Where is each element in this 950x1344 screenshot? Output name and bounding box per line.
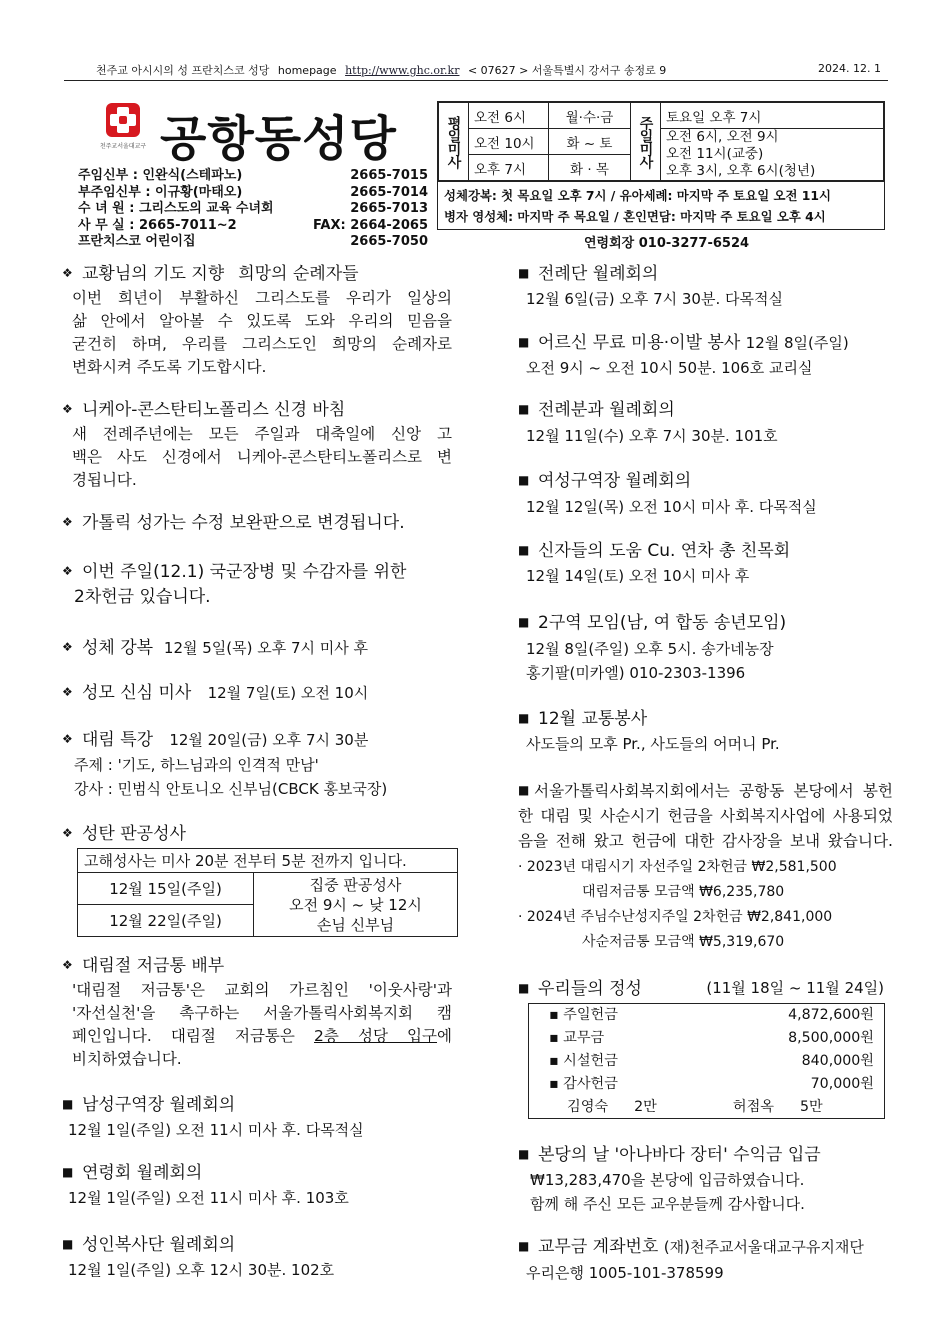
weekday-time: 오후 7시	[469, 155, 549, 181]
confession-table: 고해성사는 미사 20분 전부터 5분 전까지 입니다. 12월 15일(주일) 집중 판공성사 오전 9시 ~ 낮 12시 손님 신부님 12월 22일(주일)	[77, 848, 458, 937]
staff-row: 사 무 실 : 2665-7011~2 FAX: 2664-2065	[78, 217, 428, 233]
traffic-service: ■ 12월 교통봉사 사도들의 모후 Pr., 사도들의 어머니 Pr.	[518, 709, 780, 753]
offering-row: ▪ 주일헌금 4,872,600원	[549, 1007, 874, 1023]
donor-row: 김영숙 2만 허점옥 5만	[567, 1099, 823, 1115]
staff-row: 주임신부 : 인완식(스테파노) 2665-7015	[78, 168, 428, 183]
address: < 07627 > 서울특별시 강서구 송정로 9	[467, 64, 667, 77]
sunday-times: 오전 6시, 오전 9시 오전 11시(교중) 오후 3시, 오후 6시(청년)	[661, 129, 884, 181]
haircut-service: ■ 어르신 무료 미용·이발 봉사 12월 8일(주일) 오전 9시 ~ 오전 10시 50분. 106호 교리실	[518, 333, 849, 377]
diamond-bullet-icon: ❖	[62, 402, 73, 416]
square-bullet-icon: ■	[518, 473, 530, 487]
staff-list	[78, 168, 428, 251]
diamond-bullet-icon: ❖	[62, 266, 73, 280]
district2-meeting: ■ 2구역 모임(남, 여 합동 송년모임) 12월 8일(주일) 오후 5시. 송가네농장 홍기팔(미카엘) 010-2303-1396	[518, 613, 787, 682]
women-district-meeting: ■ 여성구역장 월례회의 12월 12일(목) 오전 10시 미사 후. 다목적실	[518, 471, 817, 516]
weekday-mass-label: 평일미사	[439, 103, 469, 181]
brand-title: 공항동성당	[160, 111, 397, 167]
homepage-label: homepage	[277, 64, 337, 77]
diamond-bullet-icon: ❖	[62, 826, 73, 840]
square-bullet-icon: ■	[518, 543, 530, 557]
liturgy-dept-meeting: ■ 전례분과 월례회의 12월 11일(수) 오후 7시 30분. 101호	[518, 400, 778, 445]
diamond-bullet-icon: ❖	[62, 640, 73, 654]
cu-gathering: ■ 신자들의 도움 Cu. 연차 총 친목회 12월 14일(토) 오전 10시 미사 후	[518, 541, 791, 585]
offering-row: ▪ 시설헌금 840,000원	[549, 1053, 874, 1069]
diamond-bullet-icon: ❖	[62, 685, 73, 699]
weekday-days: 월·수·금	[549, 103, 631, 129]
hymn-notice: ❖ 가톨릭 성가는 수정 보완판으로 변경됩니다.	[62, 513, 405, 533]
benediction: ❖ 성체 강복 12월 5일(목) 오후 7시 미사 후	[62, 638, 369, 658]
cross-seal-icon	[98, 103, 148, 155]
diamond-bullet-icon: ❖	[62, 515, 73, 529]
offering-row: ▪ 교무금 8,500,000원	[549, 1030, 874, 1046]
square-bullet-icon: ■	[62, 1237, 74, 1251]
square-bullet-icon: ■	[518, 335, 530, 349]
homepage-link[interactable]: http://www.ghc.or.kr	[345, 64, 460, 77]
confession-title: ❖ 성탄 판공성사	[62, 824, 186, 844]
weekday-days: 화 ~ 토	[549, 129, 631, 155]
square-bullet-icon: ■	[518, 402, 530, 416]
square-bullet-icon: ■	[518, 783, 530, 797]
funeral-contact: 연령회장 010-3277-6524	[584, 236, 750, 251]
offerings-box	[528, 1003, 885, 1119]
weekday-time: 오전 10시	[469, 129, 549, 155]
pope-intention: ❖ 교황님의 기도 지향 희망의 순례자들 이번 희년이 부활하신 그리스도를 우리가 일상의 삶 안에서 알아볼 수 있도록 도와 우리의 믿음을 굳건히 하며, 우리를 그리스도인 희망의 순례자로 변화시켜 주도록 기도합시다.	[62, 264, 452, 376]
second-collection: ❖ 이번 주일(12.1) 국군장병 및 수감자를 위한 2차헌금 있습니다.	[62, 562, 407, 607]
liturgy-team-meeting: ■ 전례단 월례회의 12월 6일(금) 오후 7시 30분. 다목적실	[518, 264, 783, 308]
staff-row: 프란치스코 어린이집 2665-7050	[78, 234, 428, 249]
market-proceeds: ■ 본당의 날 '아나바다 장터' 수익금 입금 ₩13,283,470을 본당에 입금하였습니다. 함께 해 주신 모든 교우분들께 감사합니다.	[518, 1145, 821, 1213]
parish-line: 천주교 아시시의 성 프란치스코 성당	[96, 64, 270, 77]
dues-account: ■ 교무금 계좌번호 (재)천주교서울대교구유지재단 우리은행 1005-101-378599	[518, 1237, 864, 1282]
square-bullet-icon: ■	[62, 1097, 74, 1111]
header-rule	[64, 80, 888, 81]
sunday-mass-label: 주일미사	[631, 103, 661, 181]
square-bullet-icon: ■	[518, 1239, 530, 1253]
staff-row: 수 녀 원 : 그리스도의 교육 수녀회 2665-7013	[78, 201, 428, 216]
issue-date: 2024. 12. 1	[818, 62, 881, 75]
logo-caption: 천주교서울대교구	[99, 143, 147, 150]
welfare-notice: ■ 서울가톨릭사회복지회에서는 공항동 본당에서 봉헌 한 대림 및 사순시기 헌금을 사회복지사업에 사용되었 음을 전해 왔고 헌금에 대한 감사장을 보내 왔습니다. · 2023년 대림시기 자선주일 2차헌금 ₩2,581,500 대림저금통 모금액 ₩6,235,780 · 2024년 주님수난성지주일 2차헌금 ₩2,841,000 사순저금통 모금액 ₩5,319,670	[518, 778, 893, 955]
staff-row: 부주임신부 : 이규황(마태오) 2665-7014	[78, 184, 428, 200]
weekday-days: 화 · 목	[549, 155, 631, 181]
piggy-bank: ❖ 대림절 저금통 배부 '대림절 저금통'은 교회의 가르침인 '이웃사랑'과 '자선실천'을 촉구하는 서울가톨릭사회복지회 캠 페인입니다. 대림절 저금통은 2층 성당 입구에 비치하였습니다.	[62, 956, 452, 1068]
diamond-bullet-icon: ❖	[62, 958, 73, 972]
square-bullet-icon: ■	[518, 981, 530, 995]
square-bullet-icon: ■	[62, 1165, 74, 1179]
offering-row: ▪ 감사헌금 70,000원	[549, 1076, 874, 1092]
square-bullet-icon: ■	[518, 615, 530, 629]
funeral-union-meeting: ■ 연령회 월례회의 12월 1일(주일) 오전 11시 미사 후. 103호	[62, 1163, 349, 1207]
diamond-bullet-icon: ❖	[62, 732, 73, 746]
advent-lecture: ❖ 대림 특강 12월 20일(금) 오후 7시 30분 주제 : '기도, 하느님과의 인격적 만남' 강사 : 민범식 안토니오 신부님(CBCK 홍보국장)	[62, 730, 388, 798]
header-bar	[96, 62, 886, 78]
sunday-saturday-time: 토요일 오후 7시	[661, 103, 884, 129]
weekday-time: 오전 6시	[469, 103, 549, 129]
square-bullet-icon: ■	[518, 1147, 530, 1161]
marian-mass: ❖ 성모 신심 미사 12월 7일(토) 오전 10시	[62, 683, 369, 703]
offerings-title: ■ 우리들의 정성 (11월 18일 ~ 11월 24일)	[518, 979, 884, 999]
square-bullet-icon: ■	[518, 711, 530, 725]
sacrament-info: 성체강복: 첫 목요일 오후 7시 / 유아세례: 마지막 주 토요일 오전 11시 병자 영성체: 마지막 주 목요일 / 혼인면담: 마지막 주 토요일 오후 4시	[438, 181, 884, 229]
adult-altar-meeting: ■ 성인복사단 월례회의 12월 1일(주일) 오후 12시 30분. 102호	[62, 1235, 335, 1279]
men-district-meeting: ■ 남성구역장 월례회의 12월 1일(주일) 오전 11시 미사 후. 다목적실	[62, 1095, 364, 1139]
mass-schedule	[437, 101, 885, 230]
creed-notice: ❖ 니케아-콘스탄티노폴리스 신경 바침 새 전례주년에는 모든 주일과 대축일에 신앙 고 백은 사도 신경에서 니케아-콘스탄티노폴리스로 변 경됩니다.	[62, 400, 452, 489]
diamond-bullet-icon: ❖	[62, 564, 73, 578]
square-bullet-icon: ■	[518, 266, 530, 280]
